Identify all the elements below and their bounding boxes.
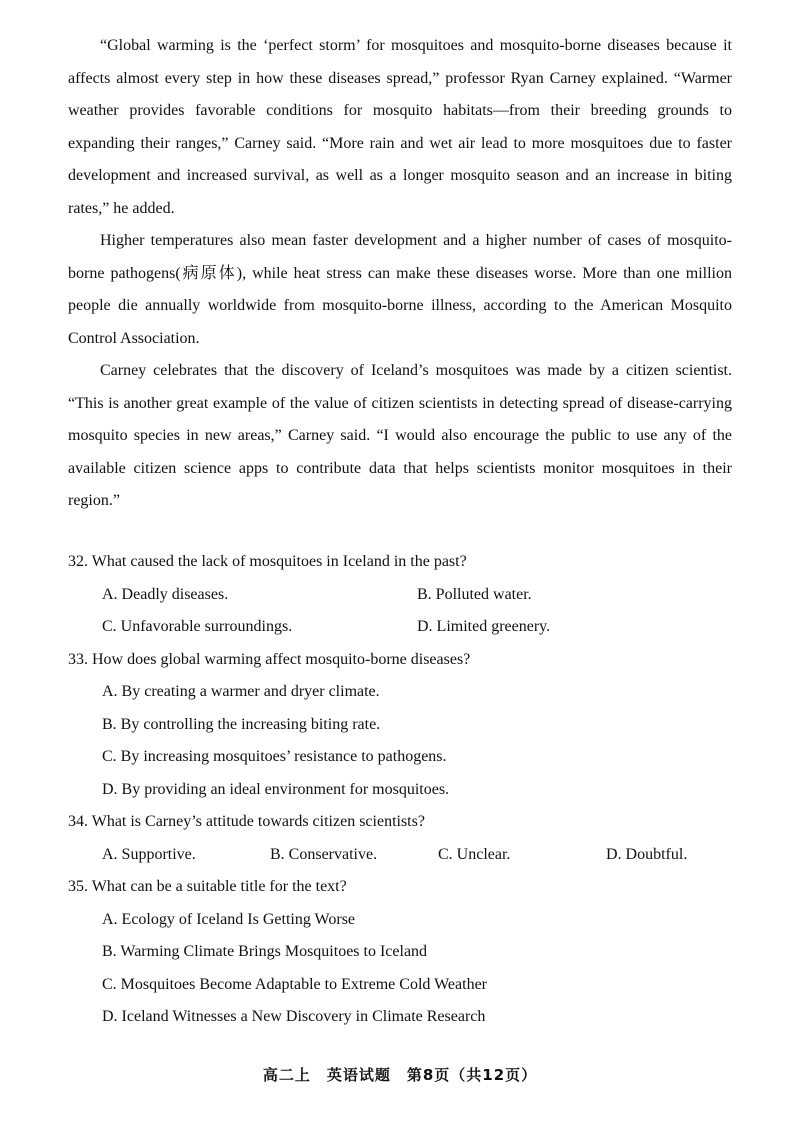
option-c: C. By increasing mosquitoes’ resistance to pathogens.	[102, 748, 447, 765]
option-row	[102, 611, 732, 644]
option-d: D. By providing an ideal environment for mosquitoes.	[102, 780, 450, 798]
option-c: C. Unfavorable surroundings.	[102, 618, 293, 635]
passage-paragraph: Carney celebrates that the discovery of Iceland’s mosquitoes was made by a citizen scientist. “This is another great example of the value of citizen scientists in detecting spread of disease-carrying mosquito species in new areas,” Carney said. “I would also encourage the public to use any of the available citizen science apps to contribute data that helps scientists monitor mosquitoes in their region.”	[68, 362, 732, 509]
question-stem: 33. How does global warming affect mosquito-borne diseases?	[68, 650, 471, 668]
option-a: A. Ecology of Iceland Is Getting Worse	[102, 910, 356, 928]
reading-passage	[68, 30, 732, 518]
question-stem: 32. What caused the lack of mosquitoes in Iceland in the past?	[68, 553, 467, 570]
question-stem: 34. What is Carney’s attitude towards citizen scientists?	[68, 813, 425, 830]
question-35	[68, 871, 732, 1034]
passage-paragraph: Higher temperatures also mean faster development and a higher number of cases of mosquito-borne pathogens(病原体), while heat stress can make these diseases worse. More than one million people die annually worldwide from mosquito-borne illness, according to the American Mosquito Control Association.	[68, 232, 732, 347]
option-c: C. Mosquitoes Become Adaptable to Extreme Cold Weather	[102, 975, 487, 993]
question-34	[68, 806, 732, 871]
page-footer: 高二上 英语试题 第8页（共12页）	[262, 1066, 538, 1084]
option-row	[102, 839, 732, 872]
option-b: B. Warming Climate Brings Mosquitoes to Iceland	[102, 943, 428, 960]
option-d: D. Limited greenery.	[417, 618, 551, 635]
option-c: C. Unclear.	[438, 845, 511, 863]
option-a: A. Supportive.	[102, 845, 196, 863]
option-a: A. By creating a warmer and dryer climate.	[102, 683, 380, 700]
question-33	[68, 644, 732, 807]
question-32	[68, 546, 732, 644]
option-row	[102, 579, 732, 612]
option-d: D. Iceland Witnesses a New Discovery in Climate Research	[102, 1008, 486, 1025]
option-b: B. Polluted water.	[417, 585, 532, 603]
option-a: A. Deadly diseases.	[102, 585, 229, 603]
option-d: D. Doubtful.	[606, 845, 688, 863]
option-b: B. Conservative.	[270, 845, 378, 863]
question-stem: 35. What can be a suitable title for the text?	[68, 878, 347, 895]
question-list	[68, 546, 732, 1034]
option-b: B. By controlling the increasing biting rate.	[102, 715, 381, 733]
passage-paragraph: “Global warming is the ‘perfect storm’ for mosquitoes and mosquito-borne diseases because it affects almost every step in how these diseases spread,” professor Ryan Carney explained. “Warmer weather provides favorable conditions for mosquito habitats—from their breeding grounds to expanding their ranges,” Carney said. “More rain and wet air lead to more mosquitoes due to faster development and increased survival, as well as a longer mosquito season and an increase in biting rates,” he added.	[68, 37, 732, 217]
